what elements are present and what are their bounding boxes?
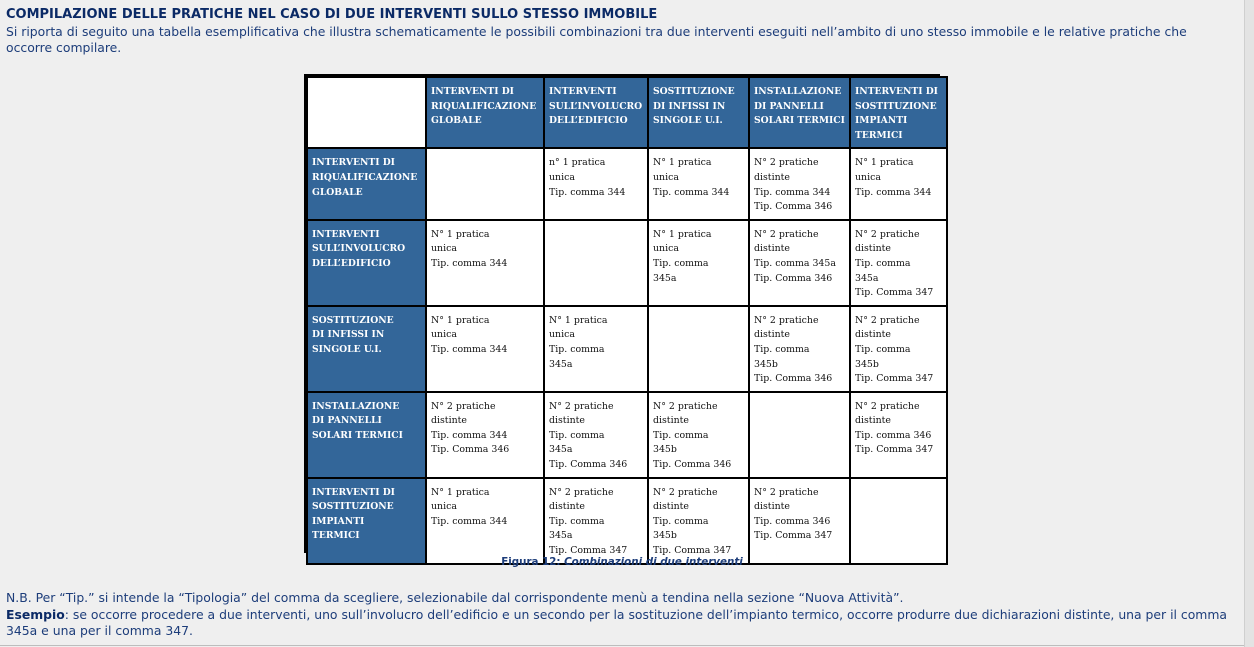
cell-line: 345b xyxy=(754,358,778,370)
table-cell xyxy=(851,149,946,218)
cell-line: SULL’INVOLUCRO xyxy=(549,100,643,112)
cell-line: Tip. Comma 346 xyxy=(754,272,833,284)
cell-line: RIQUALIFICAZIONE xyxy=(431,100,537,112)
cell-line: N° 2 pratiche xyxy=(549,400,614,412)
cell-line: Tip. comma 346 xyxy=(754,515,831,527)
cell-line: 345a xyxy=(549,444,573,456)
table-cell xyxy=(750,307,849,391)
cell-line: unica xyxy=(653,243,679,255)
table-cell xyxy=(545,393,647,477)
cell-line: Tip. comma 344 xyxy=(431,429,508,441)
cell-line: SOSTITUZIONE xyxy=(855,100,937,112)
cell-line: Tip. comma 344 xyxy=(431,515,508,527)
cell-line: Tip. comma 344 xyxy=(431,343,508,355)
row-header xyxy=(308,393,425,477)
cell-line: N° 1 pratica xyxy=(653,228,712,240)
table-row xyxy=(308,479,946,563)
cell-line: SOSTITUZIONE xyxy=(312,314,394,326)
cell-line: TERMICI xyxy=(855,129,903,141)
table-cell xyxy=(427,393,543,477)
cell-line: INSTALLAZIONE xyxy=(754,86,842,97)
cell-line: N° 2 pratiche xyxy=(431,400,496,412)
cell-line: unica xyxy=(549,171,575,183)
note-paragraph: N.B. Per “Tip.” si intende la “Tipologia” del comma da scegliere, selezionabile dal corrispondente menù a tendina nella sezione “Nuova Attività”. xyxy=(6,590,904,605)
cell-line: unica xyxy=(431,501,457,513)
cell-line: Tip. comma xyxy=(653,257,709,269)
table-row xyxy=(308,393,946,477)
cell-line: N° 2 pratiche xyxy=(754,486,819,498)
cell-line: DELL’EDIFICIO xyxy=(312,257,391,269)
cell-line: Tip. comma xyxy=(855,343,911,355)
cell-line: N° 2 pratiche xyxy=(754,157,819,169)
table-row xyxy=(308,221,946,305)
cell-line: unica xyxy=(431,329,457,341)
cell-line: Tip. comma xyxy=(549,429,605,441)
cell-line: INTERVENTI xyxy=(549,86,617,97)
row-header xyxy=(308,221,425,305)
cell-line: Tip. comma 346 xyxy=(855,429,932,441)
cell-line: N° 1 pratica xyxy=(431,228,490,240)
table-cell xyxy=(545,307,647,391)
cell-line: Tip. Comma 347 xyxy=(754,530,833,542)
cell-line: Tip. Comma 346 xyxy=(754,373,833,385)
cell-line: DI INFISSI IN xyxy=(653,100,726,112)
cell-line: N° 2 pratiche xyxy=(855,400,920,412)
figure-caption xyxy=(304,556,940,568)
cell-line: Tip. Comma 346 xyxy=(549,459,628,471)
cell-line: Tip. comma xyxy=(653,429,709,441)
section-heading: COMPILAZIONE DELLE PRATICHE NEL CASO DI DUE INTERVENTI SULLO STESSO IMMOBILE xyxy=(6,7,658,22)
cell-line: distinte xyxy=(653,501,689,513)
intro-paragraph: Si riporta di seguito una tabella esemplificativa che illustra schematicamente le possibili combinazioni tra due interventi eseguiti nell’ambito di uno stesso immobile e le relative pratiche che occorre compilare. xyxy=(6,24,1187,55)
table-cell xyxy=(427,479,543,563)
cell-line: INTERVENTI DI xyxy=(312,157,395,169)
table-cell xyxy=(545,479,647,563)
cell-line: N° 1 pratica xyxy=(549,314,608,326)
table-cell xyxy=(649,393,748,477)
cell-line: N° 2 pratiche xyxy=(754,228,819,240)
cell-line: Tip. comma xyxy=(549,343,605,355)
cell-line: distinte xyxy=(431,415,467,427)
table-cell xyxy=(750,393,849,477)
row-header xyxy=(308,479,425,563)
cell-line: Tip. comma 344 xyxy=(549,186,626,198)
cell-line: distinte xyxy=(549,501,585,513)
cell-line: Tip. comma xyxy=(549,515,605,527)
cell-line: N° 2 pratiche xyxy=(653,400,718,412)
cell-line: N° 2 pratiche xyxy=(549,486,614,498)
cell-line: distinte xyxy=(855,329,891,341)
table-row xyxy=(308,149,946,218)
table-header-row xyxy=(308,78,946,147)
cell-line: DI INFISSI IN xyxy=(312,329,385,341)
column-header xyxy=(750,78,849,147)
table-cell xyxy=(851,479,946,563)
cell-line: SINGOLE U.I. xyxy=(653,115,723,127)
cell-line: IMPIANTI xyxy=(855,115,908,127)
cell-line: SOSTITUZIONE xyxy=(653,86,735,97)
cell-line: SOLARI TERMICI xyxy=(312,429,403,441)
row-header xyxy=(308,307,425,391)
cell-line: Tip. comma xyxy=(855,257,911,269)
cell-line: N° 1 pratica xyxy=(855,157,914,169)
cell-line: distinte xyxy=(855,243,891,255)
cell-line: distinte xyxy=(855,415,891,427)
cell-line: INTERVENTI DI xyxy=(312,486,395,498)
cell-line: distinte xyxy=(549,415,585,427)
cell-line: Tip. Comma 346 xyxy=(431,444,510,456)
cell-line: N° 2 pratiche xyxy=(855,314,920,326)
row-header xyxy=(308,149,425,218)
cell-line: DI PANNELLI xyxy=(312,415,382,427)
cell-line: unica xyxy=(549,329,575,341)
cell-line: Tip. Comma 347 xyxy=(653,545,732,557)
table-cell xyxy=(649,479,748,563)
table-cell xyxy=(649,307,748,391)
cell-line: GLOBALE xyxy=(431,115,482,127)
cell-line: unica xyxy=(431,243,457,255)
column-header xyxy=(427,78,543,147)
cell-line: SOLARI TERMICI xyxy=(754,115,845,127)
cell-line: distinte xyxy=(754,171,790,183)
cell-line: Tip. comma 344 xyxy=(855,186,932,198)
cell-line: Tip. comma xyxy=(653,515,709,527)
combinations-table xyxy=(306,76,948,565)
table-cell xyxy=(545,149,647,218)
cell-line: N° 2 pratiche xyxy=(855,228,920,240)
cell-line: INTERVENTI DI xyxy=(855,86,938,97)
table-cell xyxy=(750,479,849,563)
cell-line: 345b xyxy=(855,358,879,370)
cell-line: Tip. comma xyxy=(754,343,810,355)
cell-line: 345a xyxy=(549,530,573,542)
cell-line: INSTALLAZIONE xyxy=(312,400,400,412)
cell-line: Tip. Comma 346 xyxy=(754,201,833,213)
cell-line: unica xyxy=(855,171,881,183)
table-cell xyxy=(851,393,946,477)
cell-line: N° 1 pratica xyxy=(431,486,490,498)
table-cell xyxy=(750,149,849,218)
cell-line: 345b xyxy=(653,444,677,456)
cell-line: distinte xyxy=(653,415,689,427)
cell-line: Tip. Comma 347 xyxy=(855,287,934,299)
cell-line: Tip. comma 345a xyxy=(754,257,836,269)
cell-line: INTERVENTI xyxy=(312,228,380,240)
cell-line: TERMICI xyxy=(312,530,360,542)
table-cell xyxy=(427,149,543,218)
cell-line: N° 2 pratiche xyxy=(653,486,718,498)
table-cell xyxy=(851,307,946,391)
example-label: Esempio xyxy=(6,607,65,622)
table-cell xyxy=(427,307,543,391)
cell-line: GLOBALE xyxy=(312,186,363,198)
cell-line: SINGOLE U.I. xyxy=(312,343,382,355)
cell-line: distinte xyxy=(754,329,790,341)
cell-line: Tip. Comma 347 xyxy=(855,444,934,456)
table-cell xyxy=(545,221,647,305)
scrollbar[interactable] xyxy=(1244,0,1254,647)
example-text: : se occorre procedere a due interventi, uno sull’involucro dell’edificio e un secondo per la sostituzione dell’impianto termico, occorre produrre due dichiarazioni distinte, una per il comma 345a e una per il comma 347. xyxy=(6,607,1228,638)
cell-line: N° 2 pratiche xyxy=(754,314,819,326)
cell-line: distinte xyxy=(754,243,790,255)
cell-line: Tip. comma 344 xyxy=(431,257,508,269)
cell-line: Tip. Comma 347 xyxy=(549,545,628,557)
figure-caption-text: Combinazioni di due interventi xyxy=(564,556,743,568)
table-cell xyxy=(427,221,543,305)
column-header xyxy=(851,78,946,147)
table-corner-cell xyxy=(308,78,425,147)
cell-line: N° 1 pratica xyxy=(653,157,712,169)
cell-line: RIQUALIFICAZIONE xyxy=(312,171,418,183)
column-header xyxy=(545,78,647,147)
cell-line: unica xyxy=(653,171,679,183)
table-cell xyxy=(750,221,849,305)
cell-line: SOSTITUZIONE xyxy=(312,501,394,513)
cell-line: N° 1 pratica xyxy=(431,314,490,326)
cell-line: DI PANNELLI xyxy=(754,100,824,112)
cell-line: Tip. comma 344 xyxy=(754,186,831,198)
cell-line: SULL’INVOLUCRO xyxy=(312,243,406,255)
cell-line: 345a xyxy=(549,358,573,370)
cell-line: 345b xyxy=(653,530,677,542)
cell-line: INTERVENTI DI xyxy=(431,86,514,97)
table-cell xyxy=(649,149,748,218)
cell-line: Tip. Comma 346 xyxy=(653,459,732,471)
cell-line: n° 1 pratica xyxy=(549,157,606,169)
cell-line: DELL’EDIFICIO xyxy=(549,115,628,127)
cell-line: IMPIANTI xyxy=(312,515,365,527)
cell-line: Tip. Comma 347 xyxy=(855,373,934,385)
column-header xyxy=(649,78,748,147)
table-cell xyxy=(649,221,748,305)
combinations-table-frame xyxy=(304,74,940,557)
cell-line: 345a xyxy=(855,272,879,284)
cell-line: distinte xyxy=(754,501,790,513)
example-paragraph xyxy=(6,607,1231,639)
table-cell xyxy=(851,221,946,305)
cell-line: Tip. comma 344 xyxy=(653,186,730,198)
table-row xyxy=(308,307,946,391)
cell-line: 345a xyxy=(653,272,677,284)
figure-caption-label: Figura 12: xyxy=(501,556,561,568)
